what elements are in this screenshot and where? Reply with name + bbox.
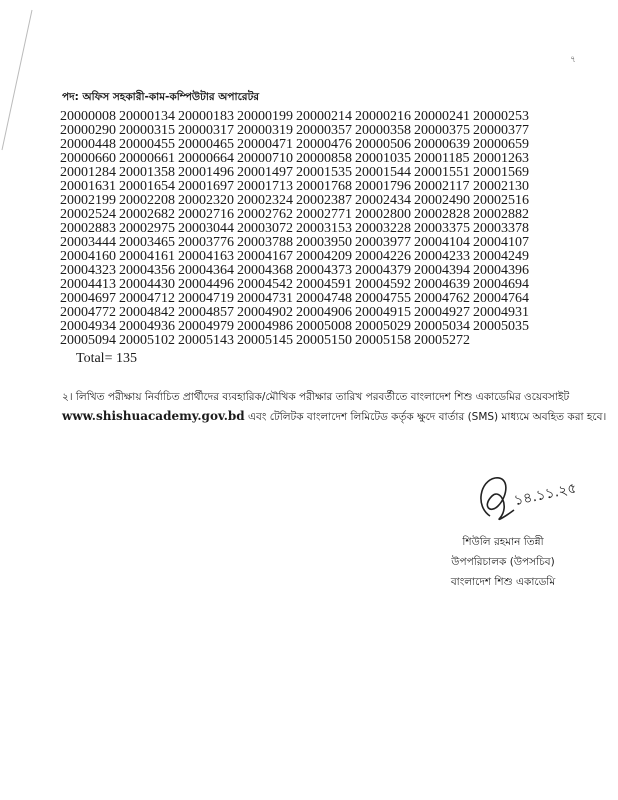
roll-number: 20005034 xyxy=(414,319,470,334)
roll-number: 20004233 xyxy=(414,249,470,264)
roll-number: 20002387 xyxy=(296,193,352,208)
roll-number: 20004379 xyxy=(355,263,411,278)
roll-number: 20004249 xyxy=(473,249,529,264)
roll-number: 20002883 xyxy=(60,221,116,236)
roll-number: 20004639 xyxy=(414,277,470,292)
roll-number: 20005145 xyxy=(237,333,293,348)
notice-line-2: এবং টেলিটক বাংলাদেশ লিমিটেড কর্তৃক ক্ষুদে বার্তার (SMS) মাধ্যমে অবহিত করা হবে। xyxy=(244,411,607,423)
roll-number: 20000377 xyxy=(473,123,529,138)
roll-number: 20000476 xyxy=(296,137,352,152)
roll-number: 20004719 xyxy=(178,291,234,306)
roll-number: 20002882 xyxy=(473,207,529,222)
roll-number: 20003375 xyxy=(414,221,470,236)
roll-number: 20000358 xyxy=(355,123,411,138)
roll-number: 20002771 xyxy=(296,207,352,222)
roll-number: 20005272 xyxy=(414,333,470,348)
roll-number: 20003153 xyxy=(296,221,352,236)
roll-number: 20004356 xyxy=(119,263,175,278)
roll-number: 20003444 xyxy=(60,235,116,250)
roll-number: 20000134 xyxy=(119,109,175,124)
roll-number: 20000214 xyxy=(296,109,352,124)
roll-number: 20004160 xyxy=(60,249,116,264)
roll-number: 20004694 xyxy=(473,277,529,292)
roll-number: 20002324 xyxy=(237,193,293,208)
roll-number-table xyxy=(60,110,532,348)
roll-number: 20000858 xyxy=(296,151,352,166)
roll-number: 20004915 xyxy=(355,305,411,320)
total-count: Total= 135 xyxy=(76,351,137,366)
roll-number: 20004496 xyxy=(178,277,234,292)
roll-number: 20001569 xyxy=(473,165,529,180)
roll-number: 20004107 xyxy=(473,235,529,250)
roll-number: 20001035 xyxy=(355,151,411,166)
roll-number: 20001535 xyxy=(296,165,352,180)
roll-number: 20004762 xyxy=(414,291,470,306)
roll-number: 20001185 xyxy=(414,151,470,166)
roll-number: 20002199 xyxy=(60,193,116,208)
roll-number: 20004755 xyxy=(355,291,411,306)
roll-number: 20004697 xyxy=(60,291,116,306)
roll-number: 20004906 xyxy=(296,305,352,320)
website-link: www.shishuacademy.gov.bd xyxy=(62,409,245,423)
roll-number: 20004167 xyxy=(237,249,293,264)
roll-number: 20003977 xyxy=(355,235,411,250)
roll-number: 20005143 xyxy=(178,333,234,348)
roll-number: 20002208 xyxy=(119,193,175,208)
signature-date: ১৪.১১.২৫ xyxy=(512,480,579,510)
roll-number: 20000183 xyxy=(178,109,234,124)
roll-number: 20002828 xyxy=(414,207,470,222)
roll-number: 20001796 xyxy=(355,179,411,194)
roll-number: 20005150 xyxy=(296,333,352,348)
roll-number: 20002524 xyxy=(60,207,116,222)
roll-number: 20002800 xyxy=(355,207,411,222)
roll-number: 20002716 xyxy=(178,207,234,222)
scan-edge-line xyxy=(0,0,40,160)
roll-number: 20005008 xyxy=(296,319,352,334)
roll-number: 20003228 xyxy=(355,221,411,236)
roll-number: 20001284 xyxy=(60,165,116,180)
roll-number: 20002682 xyxy=(119,207,175,222)
roll-number: 20005102 xyxy=(119,333,175,348)
roll-number: 20005035 xyxy=(473,319,529,334)
roll-number: 20000241 xyxy=(414,109,470,124)
roll-number: 20004842 xyxy=(119,305,175,320)
roll-number: 20001631 xyxy=(60,179,116,194)
notice-paragraph xyxy=(62,388,607,427)
roll-number: 20000661 xyxy=(119,151,175,166)
roll-number: 20001496 xyxy=(178,165,234,180)
roll-number: 20001697 xyxy=(178,179,234,194)
roll-number: 20002975 xyxy=(119,221,175,236)
roll-number: 20004731 xyxy=(237,291,293,306)
roll-number: 20004936 xyxy=(119,319,175,334)
post-title: পদ: অফিস সহকারী-কাম-কম্পিউটার অপারেটর xyxy=(62,91,260,103)
notice-line-1: ২। লিখিত পরীক্ষায় নির্বাচিত প্রার্থীদের ব্যবহারিক/মৌখিক পরীক্ষার তারিখ পরবর্তীতে বাংলাদেশ শিশু একাডেমির ওয়েবসাইট xyxy=(62,391,570,403)
roll-number: 20004368 xyxy=(237,263,293,278)
signatory-name: শিউলি রহমান তিন্নী xyxy=(462,536,544,548)
roll-number: 20001654 xyxy=(119,179,175,194)
roll-number: 20000639 xyxy=(414,137,470,152)
roll-number: 20004364 xyxy=(178,263,234,278)
roll-number: 20002516 xyxy=(473,193,529,208)
roll-number: 20003465 xyxy=(119,235,175,250)
roll-number: 20005029 xyxy=(355,319,411,334)
roll-number: 20000290 xyxy=(60,123,116,138)
roll-number: 20005094 xyxy=(60,333,116,348)
roll-number: 20004934 xyxy=(60,319,116,334)
roll-number: 20004542 xyxy=(237,277,293,292)
roll-number: 20000664 xyxy=(178,151,234,166)
signatory-organization: বাংলাদেশ শিশু একাডেমি xyxy=(450,576,556,588)
roll-number: 20004591 xyxy=(296,277,352,292)
roll-number: 20004857 xyxy=(178,305,234,320)
signatory-block xyxy=(418,532,588,592)
roll-number: 20004396 xyxy=(473,263,529,278)
roll-number: 20000253 xyxy=(473,109,529,124)
roll-number: 20003776 xyxy=(178,235,234,250)
signatory-designation: উপপরিচালক (উপসচিব) xyxy=(451,556,555,568)
roll-number: 20000710 xyxy=(237,151,293,166)
roll-number: 20000357 xyxy=(296,123,352,138)
roll-number: 20001713 xyxy=(237,179,293,194)
roll-number: 20004413 xyxy=(60,277,116,292)
roll-number: 20002762 xyxy=(237,207,293,222)
roll-number: 20004927 xyxy=(414,305,470,320)
roll-number: 20004161 xyxy=(119,249,175,264)
roll-number: 20005158 xyxy=(355,333,411,348)
roll-number: 20004430 xyxy=(119,277,175,292)
roll-number: 20000375 xyxy=(414,123,470,138)
roll-number: 20001263 xyxy=(473,151,529,166)
roll-number: 20001551 xyxy=(414,165,470,180)
page-number: ৭ xyxy=(570,55,576,65)
roll-number: 20002320 xyxy=(178,193,234,208)
roll-number: 20000315 xyxy=(119,123,175,138)
roll-number: 20004986 xyxy=(237,319,293,334)
roll-number: 20004772 xyxy=(60,305,116,320)
roll-number: 20003044 xyxy=(178,221,234,236)
roll-number: 20000008 xyxy=(60,109,116,124)
roll-number: 20001358 xyxy=(119,165,175,180)
roll-number: 20004712 xyxy=(119,291,175,306)
handwritten-signature xyxy=(470,466,579,526)
roll-number: 20004902 xyxy=(237,305,293,320)
roll-number: 20004373 xyxy=(296,263,352,278)
roll-number: 20002490 xyxy=(414,193,470,208)
roll-number: 20004764 xyxy=(473,291,529,306)
roll-number: 20003950 xyxy=(296,235,352,250)
roll-number: 20004104 xyxy=(414,235,470,250)
roll-number: 20001497 xyxy=(237,165,293,180)
roll-number: 20000660 xyxy=(60,151,116,166)
roll-number: 20004209 xyxy=(296,249,352,264)
roll-number: 20003072 xyxy=(237,221,293,236)
roll-number: 20004592 xyxy=(355,277,411,292)
roll-number: 20000319 xyxy=(237,123,293,138)
roll-number: 20000199 xyxy=(237,109,293,124)
roll-number: 20002434 xyxy=(355,193,411,208)
roll-number: 20000659 xyxy=(473,137,529,152)
roll-number: 20004931 xyxy=(473,305,529,320)
roll-number: 20000448 xyxy=(60,137,116,152)
roll-number: 20004226 xyxy=(355,249,411,264)
roll-number: 20004979 xyxy=(178,319,234,334)
roll-number: 20000465 xyxy=(178,137,234,152)
roll-number: 20004163 xyxy=(178,249,234,264)
roll-number: 20001768 xyxy=(296,179,352,194)
roll-number: 20003788 xyxy=(237,235,293,250)
roll-number: 20002130 xyxy=(473,179,529,194)
roll-number: 20000317 xyxy=(178,123,234,138)
roll-number: 20004394 xyxy=(414,263,470,278)
roll-number: 20003378 xyxy=(473,221,529,236)
roll-number: 20002117 xyxy=(414,179,470,194)
roll-number: 20000471 xyxy=(237,137,293,152)
roll-number: 20000455 xyxy=(119,137,175,152)
roll-number: 20004748 xyxy=(296,291,352,306)
roll-number: 20004323 xyxy=(60,263,116,278)
roll-number: 20000506 xyxy=(355,137,411,152)
roll-number: 20001544 xyxy=(355,165,411,180)
roll-number: 20000216 xyxy=(355,109,411,124)
